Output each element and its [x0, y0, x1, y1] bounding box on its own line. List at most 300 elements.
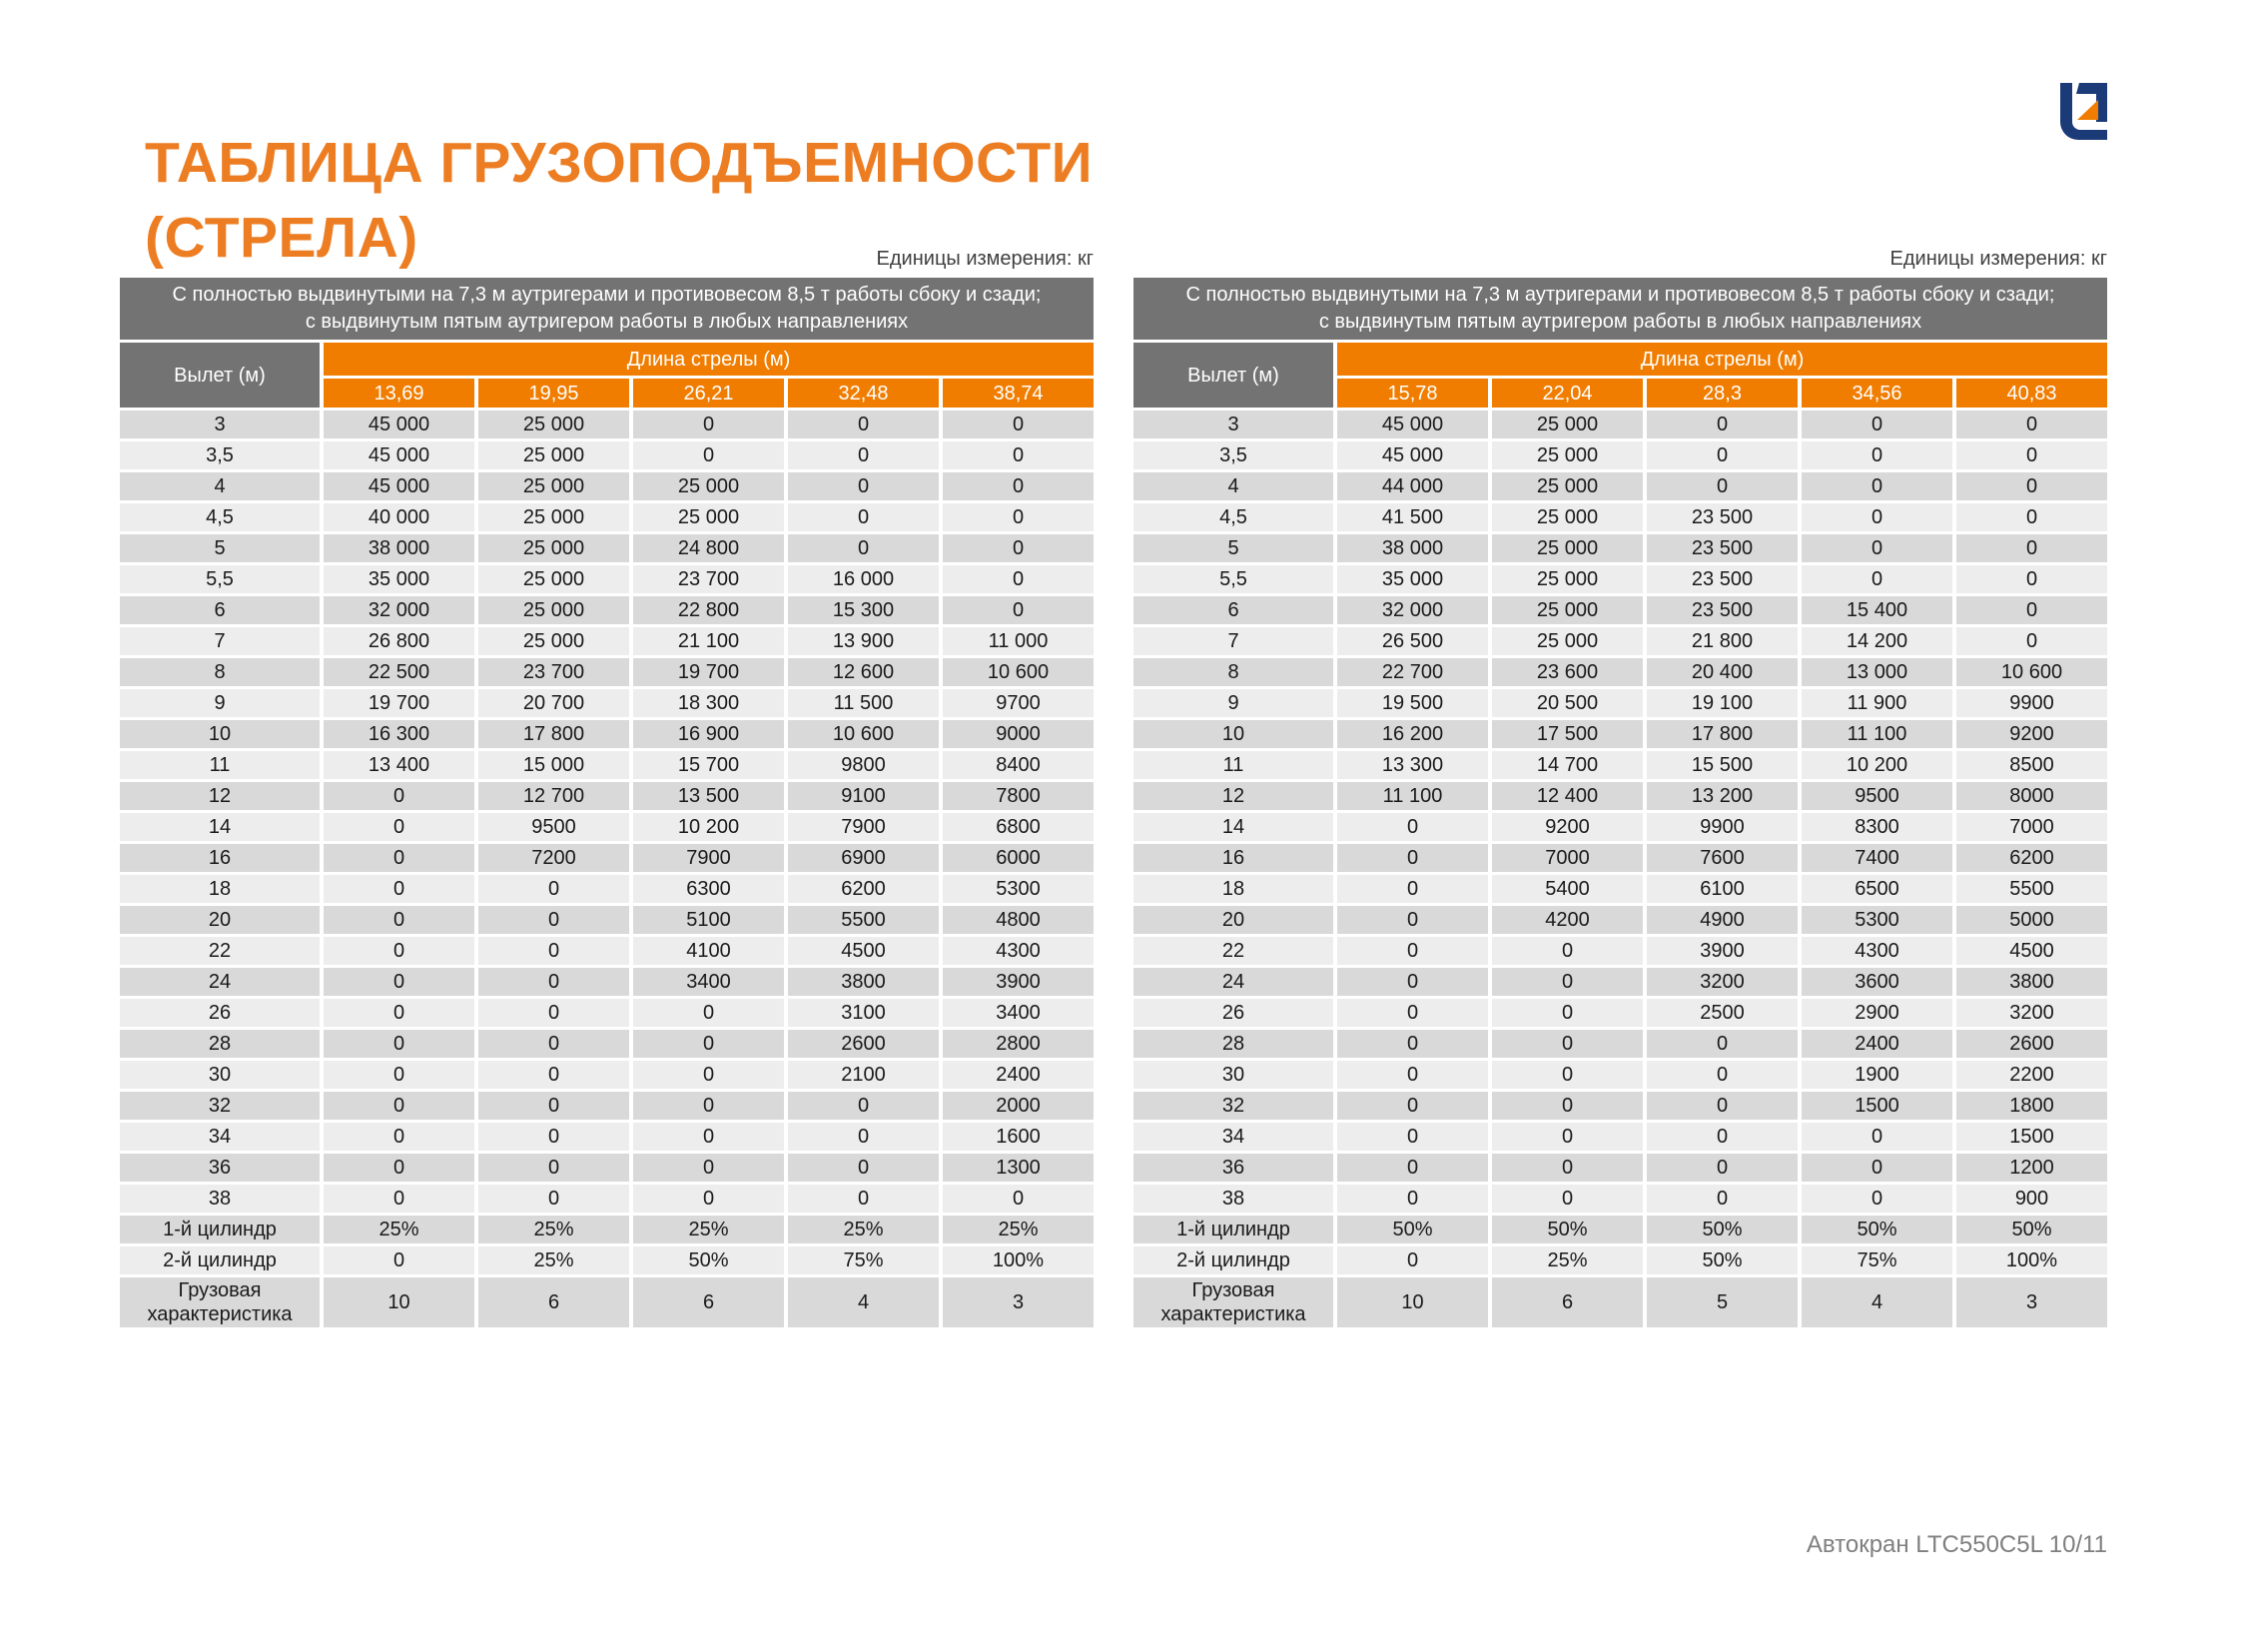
capacity-cell: 7000 [1956, 813, 2107, 841]
row-label: 5,5 [1133, 565, 1333, 593]
capacity-cell: 0 [943, 503, 1094, 531]
capacity-cell: 0 [478, 906, 629, 934]
capacity-cell: 25 000 [1492, 472, 1643, 500]
table-row [1133, 1061, 2107, 1089]
capacity-cell: 4500 [1956, 937, 2107, 965]
row-label: 4,5 [120, 503, 320, 531]
row-label: 36 [120, 1154, 320, 1182]
row-label: 4 [1133, 472, 1333, 500]
capacity-cell: 3900 [1647, 937, 1798, 965]
capacity-cell: 23 500 [1647, 534, 1798, 562]
table-row [1133, 565, 2107, 593]
row-label: 3,5 [120, 441, 320, 469]
row-label: 34 [1133, 1123, 1333, 1151]
row-label: 4,5 [1133, 503, 1333, 531]
table-row [120, 720, 1094, 748]
capacity-cell: 5 [1647, 1277, 1798, 1327]
capacity-cell: 1600 [943, 1123, 1094, 1151]
table-row [1133, 844, 2107, 872]
capacity-cell: 0 [633, 1154, 784, 1182]
row-label: 12 [120, 782, 320, 810]
capacity-cell: 50% [1492, 1216, 1643, 1243]
capacity-cell: 14 700 [1492, 751, 1643, 779]
capacity-cell: 3600 [1802, 968, 1952, 996]
capacity-cell: 2100 [788, 1061, 939, 1089]
table-row [1133, 751, 2107, 779]
capacity-cell: 2400 [943, 1061, 1094, 1089]
table-row [1133, 1030, 2107, 1058]
capacity-cell: 0 [633, 1185, 784, 1213]
capacity-cell: 0 [1337, 1092, 1488, 1120]
footer-text: Автокран LTC550C5L 10/11 [1806, 1531, 2107, 1558]
capacity-cell: 25 000 [478, 627, 629, 655]
table-row [1133, 472, 2107, 500]
row-label: 38 [120, 1185, 320, 1213]
row-label: 5 [120, 534, 320, 562]
capacity-cell: 2600 [788, 1030, 939, 1058]
capacity-cell: 1500 [1956, 1123, 2107, 1151]
row-label: 24 [120, 968, 320, 996]
capacity-cell: 23 500 [1647, 503, 1798, 531]
table-row [1133, 1154, 2107, 1182]
table-row [120, 751, 1094, 779]
capacity-cell: 2200 [1956, 1061, 2107, 1089]
capacity-cell: 4500 [788, 937, 939, 965]
row-label: 11 [1133, 751, 1333, 779]
capacity-cell: 0 [478, 1154, 629, 1182]
capacity-cell: 35 000 [1337, 565, 1488, 593]
capacity-cell: 25 000 [478, 534, 629, 562]
table-row [1133, 813, 2107, 841]
condition-line2: с выдвинутым пятым аутригером работы в любых направлениях [305, 311, 909, 333]
capacity-cell: 0 [1802, 441, 1952, 469]
capacity-cell: 17 800 [478, 720, 629, 748]
capacity-cell: 7800 [943, 782, 1094, 810]
boom-length-header: 38,74 [943, 379, 1094, 408]
capacity-cell: 50% [1337, 1216, 1488, 1243]
capacity-cell: 0 [1337, 1185, 1488, 1213]
capacity-cell: 0 [1492, 968, 1643, 996]
capacity-cell: 4100 [633, 937, 784, 965]
capacity-cell: 7900 [788, 813, 939, 841]
capacity-cell: 26 800 [324, 627, 474, 655]
capacity-cell: 25 000 [478, 472, 629, 500]
capacity-cell: 0 [1492, 937, 1643, 965]
table-row [120, 875, 1094, 903]
capacity-cell: 0 [1956, 411, 2107, 438]
table-row [120, 1216, 1094, 1243]
capacity-cell: 0 [324, 1030, 474, 1058]
row-label: 22 [120, 937, 320, 965]
row-label: Грузовая характеристика [1133, 1277, 1333, 1327]
capacity-cell: 0 [324, 937, 474, 965]
capacity-cell: 4 [788, 1277, 939, 1327]
capacity-cell: 15 400 [1802, 596, 1952, 624]
capacity-cell: 0 [324, 1092, 474, 1120]
capacity-cell: 9200 [1956, 720, 2107, 748]
boom-length-header: 40,83 [1956, 379, 2107, 408]
table-row [120, 411, 1094, 438]
table-row [1133, 658, 2107, 686]
capacity-cell: 25 000 [478, 565, 629, 593]
boom-length-header: 32,48 [788, 379, 939, 408]
row-label: 14 [120, 813, 320, 841]
capacity-cell: 0 [324, 782, 474, 810]
row-label: 1-й цилиндр [120, 1216, 320, 1243]
table-row [120, 1123, 1094, 1151]
capacity-cell: 2600 [1956, 1030, 2107, 1058]
capacity-cell: 25 000 [1492, 503, 1643, 531]
row-label: 12 [1133, 782, 1333, 810]
capacity-cell: 0 [1337, 813, 1488, 841]
capacity-cell: 5100 [633, 906, 784, 934]
capacity-cell: 0 [478, 1092, 629, 1120]
capacity-cell: 0 [324, 1154, 474, 1182]
capacity-cell: 25 000 [1492, 596, 1643, 624]
capacity-cell: 6200 [1956, 844, 2107, 872]
capacity-cell: 3200 [1647, 968, 1798, 996]
page-title-line1: ТАБЛИЦА ГРУЗОПОДЪЕМНОСТИ [145, 131, 1094, 195]
capacity-cell: 24 800 [633, 534, 784, 562]
capacity-cell: 23 500 [1647, 596, 1798, 624]
capacity-cell: 45 000 [324, 441, 474, 469]
capacity-cell: 0 [943, 411, 1094, 438]
row-label: 32 [120, 1092, 320, 1120]
capacity-cell: 3800 [788, 968, 939, 996]
units-label: Единицы измерения: кг [876, 248, 1094, 270]
capacity-cell: 0 [1337, 1154, 1488, 1182]
capacity-cell: 10 [1337, 1277, 1488, 1327]
boom-length-header: 15,78 [1337, 379, 1488, 408]
capacity-cell: 13 400 [324, 751, 474, 779]
outreach-header: Вылет (м) [1133, 343, 1333, 408]
capacity-cell: 25 000 [1492, 565, 1643, 593]
capacity-cell: 21 100 [633, 627, 784, 655]
capacity-cell: 6500 [1802, 875, 1952, 903]
capacity-cell: 6100 [1647, 875, 1798, 903]
capacity-cell: 6000 [943, 844, 1094, 872]
capacity-cell: 22 700 [1337, 658, 1488, 686]
row-label: 8 [120, 658, 320, 686]
capacity-cell: 0 [324, 1061, 474, 1089]
capacity-cell: 0 [788, 503, 939, 531]
capacity-cell: 3 [1956, 1277, 2107, 1327]
table-row [1133, 937, 2107, 965]
capacity-cell: 10 [324, 1277, 474, 1327]
capacity-cell: 0 [633, 441, 784, 469]
table-row [1133, 596, 2107, 624]
table-row [120, 658, 1094, 686]
table-row [120, 596, 1094, 624]
capacity-cell: 5500 [1956, 875, 2107, 903]
capacity-cell: 0 [1647, 1123, 1798, 1151]
capacity-cell: 25 000 [1492, 441, 1643, 469]
capacity-cell: 0 [324, 844, 474, 872]
capacity-cell: 0 [1956, 534, 2107, 562]
capacity-cell: 45 000 [1337, 411, 1488, 438]
row-label: 6 [120, 596, 320, 624]
table-row [120, 1154, 1094, 1182]
capacity-cell: 0 [1647, 1030, 1798, 1058]
capacity-cell: 0 [1492, 1030, 1643, 1058]
capacity-cell: 25% [943, 1216, 1094, 1243]
capacity-cell: 15 000 [478, 751, 629, 779]
row-label: 36 [1133, 1154, 1333, 1182]
row-label: 32 [1133, 1092, 1333, 1120]
row-label: 7 [1133, 627, 1333, 655]
capacity-cell: 45 000 [1337, 441, 1488, 469]
capacity-cell: 5400 [1492, 875, 1643, 903]
capacity-cell: 100% [1956, 1246, 2107, 1274]
capacity-cell: 0 [324, 906, 474, 934]
table-row [120, 1185, 1094, 1213]
row-label: Грузовая характеристика [120, 1277, 320, 1327]
capacity-cell: 0 [1956, 565, 2107, 593]
capacity-cell: 0 [1337, 999, 1488, 1027]
capacity-cell: 21 800 [1647, 627, 1798, 655]
capacity-cell: 25 000 [478, 503, 629, 531]
capacity-cell: 8500 [1956, 751, 2107, 779]
table-row [1133, 689, 2107, 717]
capacity-cell: 0 [1337, 844, 1488, 872]
row-label: 10 [120, 720, 320, 748]
capacity-cell: 6 [633, 1277, 784, 1327]
table-row [1133, 1092, 2107, 1120]
table-row [120, 1277, 1094, 1327]
row-label: 3 [1133, 411, 1333, 438]
capacity-table-right [1133, 248, 2107, 1330]
capacity-cell: 5300 [943, 875, 1094, 903]
capacity-cell: 25 000 [1492, 534, 1643, 562]
capacity-cell: 0 [633, 999, 784, 1027]
capacity-cell: 10 200 [633, 813, 784, 841]
table-row [1133, 906, 2107, 934]
capacity-cell: 9000 [943, 720, 1094, 748]
capacity-cell: 25% [324, 1216, 474, 1243]
capacity-cell: 3 [943, 1277, 1094, 1327]
capacity-cell: 35 000 [324, 565, 474, 593]
capacity-cell: 45 000 [324, 472, 474, 500]
capacity-cell: 9100 [788, 782, 939, 810]
table-row [120, 1030, 1094, 1058]
table-row [120, 1092, 1094, 1120]
capacity-cell: 8000 [1956, 782, 2107, 810]
row-label: 28 [120, 1030, 320, 1058]
capacity-cell: 22 500 [324, 658, 474, 686]
capacity-cell: 9700 [943, 689, 1094, 717]
capacity-cell: 0 [324, 999, 474, 1027]
capacity-cell: 0 [1956, 503, 2107, 531]
capacity-cell: 50% [1802, 1216, 1952, 1243]
capacity-cell: 0 [788, 441, 939, 469]
capacity-cell: 2400 [1802, 1030, 1952, 1058]
capacity-cell: 45 000 [324, 411, 474, 438]
capacity-cell: 0 [1337, 1030, 1488, 1058]
table-row [120, 472, 1094, 500]
condition-line1: С полностью выдвинутыми на 7,3 м аутригерами и противовесом 8,5 т работы сбоку и сзади; [172, 284, 1042, 306]
capacity-table-body [1133, 411, 2107, 1327]
outreach-header: Вылет (м) [120, 343, 320, 408]
capacity-cell: 0 [1802, 1123, 1952, 1151]
table-row [1133, 411, 2107, 438]
capacity-cell: 20 500 [1492, 689, 1643, 717]
capacity-cell: 4300 [1802, 937, 1952, 965]
table-row [1133, 1216, 2107, 1243]
capacity-cell: 10 600 [943, 658, 1094, 686]
row-label: 22 [1133, 937, 1333, 965]
capacity-cell: 4900 [1647, 906, 1798, 934]
capacity-cell: 0 [633, 1123, 784, 1151]
capacity-cell: 40 000 [324, 503, 474, 531]
capacity-cell: 23 700 [633, 565, 784, 593]
table-row [1133, 503, 2107, 531]
table-row [1133, 1123, 2107, 1151]
capacity-cell: 9800 [788, 751, 939, 779]
capacity-cell: 0 [1647, 441, 1798, 469]
row-label: 9 [120, 689, 320, 717]
row-label: 3 [120, 411, 320, 438]
capacity-cell: 0 [1956, 472, 2107, 500]
row-label: 10 [1133, 720, 1333, 748]
capacity-cell: 16 300 [324, 720, 474, 748]
row-label: 26 [120, 999, 320, 1027]
table-row [120, 1246, 1094, 1274]
row-label: 34 [120, 1123, 320, 1151]
capacity-cell: 7400 [1802, 844, 1952, 872]
capacity-cell: 16 900 [633, 720, 784, 748]
capacity-cell: 25% [478, 1216, 629, 1243]
capacity-cell: 0 [1337, 968, 1488, 996]
capacity-cell: 9500 [1802, 782, 1952, 810]
table-row [1133, 441, 2107, 469]
table-row [1133, 534, 2107, 562]
capacity-cell: 16 000 [788, 565, 939, 593]
capacity-cell: 3800 [1956, 968, 2107, 996]
capacity-cell: 25 000 [1492, 411, 1643, 438]
capacity-cell: 0 [943, 596, 1094, 624]
capacity-cell: 0 [633, 1061, 784, 1089]
capacity-cell: 10 200 [1802, 751, 1952, 779]
capacity-cell: 13 200 [1647, 782, 1798, 810]
table-row [1133, 720, 2107, 748]
row-label: 5 [1133, 534, 1333, 562]
capacity-cell: 6800 [943, 813, 1094, 841]
capacity-cell: 0 [788, 1123, 939, 1151]
capacity-cell: 3400 [943, 999, 1094, 1027]
capacity-cell: 0 [1647, 1092, 1798, 1120]
capacity-cell: 0 [478, 999, 629, 1027]
capacity-cell: 3100 [788, 999, 939, 1027]
capacity-cell: 0 [633, 1030, 784, 1058]
condition-line1: С полностью выдвинутыми на 7,3 м аутригерами и противовесом 8,5 т работы сбоку и сзади; [1185, 284, 2055, 306]
capacity-cell: 0 [788, 1154, 939, 1182]
capacity-cell: 0 [1492, 1154, 1643, 1182]
capacity-cell: 38 000 [324, 534, 474, 562]
row-label: 6 [1133, 596, 1333, 624]
capacity-cell: 50% [1647, 1216, 1798, 1243]
capacity-cell: 13 000 [1802, 658, 1952, 686]
row-label: 16 [1133, 844, 1333, 872]
capacity-cell: 8400 [943, 751, 1094, 779]
capacity-cell: 100% [943, 1246, 1094, 1274]
capacity-cell: 0 [1492, 1092, 1643, 1120]
row-label: 2-й цилиндр [120, 1246, 320, 1274]
capacity-cell: 0 [1802, 1154, 1952, 1182]
row-label: 38 [1133, 1185, 1333, 1213]
capacity-cell: 0 [1492, 999, 1643, 1027]
capacity-cell: 0 [788, 472, 939, 500]
capacity-cell: 1800 [1956, 1092, 2107, 1120]
capacity-cell: 0 [788, 1185, 939, 1213]
row-label: 24 [1133, 968, 1333, 996]
capacity-cell: 0 [1492, 1123, 1643, 1151]
capacity-cell: 13 500 [633, 782, 784, 810]
capacity-cell: 4 [1802, 1277, 1952, 1327]
capacity-cell: 0 [943, 565, 1094, 593]
row-label: 11 [120, 751, 320, 779]
capacity-cell: 25 000 [633, 472, 784, 500]
capacity-cell: 9200 [1492, 813, 1643, 841]
boom-length-header: 13,69 [324, 379, 474, 408]
capacity-cell: 0 [1337, 1246, 1488, 1274]
capacity-cell: 6200 [788, 875, 939, 903]
capacity-cell: 25% [1492, 1246, 1643, 1274]
capacity-cell: 0 [943, 534, 1094, 562]
capacity-cell: 11 000 [943, 627, 1094, 655]
capacity-cell: 0 [478, 1185, 629, 1213]
capacity-cell: 2500 [1647, 999, 1798, 1027]
capacity-table-left [120, 248, 1094, 1330]
capacity-cell: 3200 [1956, 999, 2107, 1027]
capacity-cell: 16 200 [1337, 720, 1488, 748]
capacity-cell: 0 [1956, 596, 2107, 624]
capacity-cell: 19 700 [324, 689, 474, 717]
capacity-cell: 0 [1337, 1123, 1488, 1151]
row-label: 4 [120, 472, 320, 500]
capacity-cell: 0 [633, 411, 784, 438]
capacity-cell: 0 [633, 1092, 784, 1120]
capacity-cell: 23 600 [1492, 658, 1643, 686]
capacity-cell: 12 600 [788, 658, 939, 686]
capacity-cell: 0 [1647, 1061, 1798, 1089]
table-row [1133, 1277, 2107, 1327]
capacity-cell: 900 [1956, 1185, 2107, 1213]
row-label: 20 [120, 906, 320, 934]
capacity-cell: 0 [478, 1030, 629, 1058]
capacity-cell: 19 700 [633, 658, 784, 686]
table-row [120, 565, 1094, 593]
capacity-cell: 19 100 [1647, 689, 1798, 717]
capacity-cell: 7600 [1647, 844, 1798, 872]
capacity-cell: 5000 [1956, 906, 2107, 934]
capacity-cell: 0 [478, 937, 629, 965]
capacity-cell: 25 000 [478, 411, 629, 438]
capacity-cell: 50% [633, 1246, 784, 1274]
capacity-cell: 7200 [478, 844, 629, 872]
condition-header [1133, 278, 2107, 340]
table-row [120, 844, 1094, 872]
table-row [120, 534, 1094, 562]
capacity-cell: 25 000 [478, 441, 629, 469]
capacity-cell: 25% [478, 1246, 629, 1274]
capacity-cell: 6 [478, 1277, 629, 1327]
capacity-cell: 19 500 [1337, 689, 1488, 717]
capacity-cell: 11 100 [1802, 720, 1952, 748]
boom-length-span-header: Длина стрелы (м) [324, 343, 1094, 376]
capacity-cell: 0 [1802, 565, 1952, 593]
capacity-cell: 3400 [633, 968, 784, 996]
table-row [120, 968, 1094, 996]
